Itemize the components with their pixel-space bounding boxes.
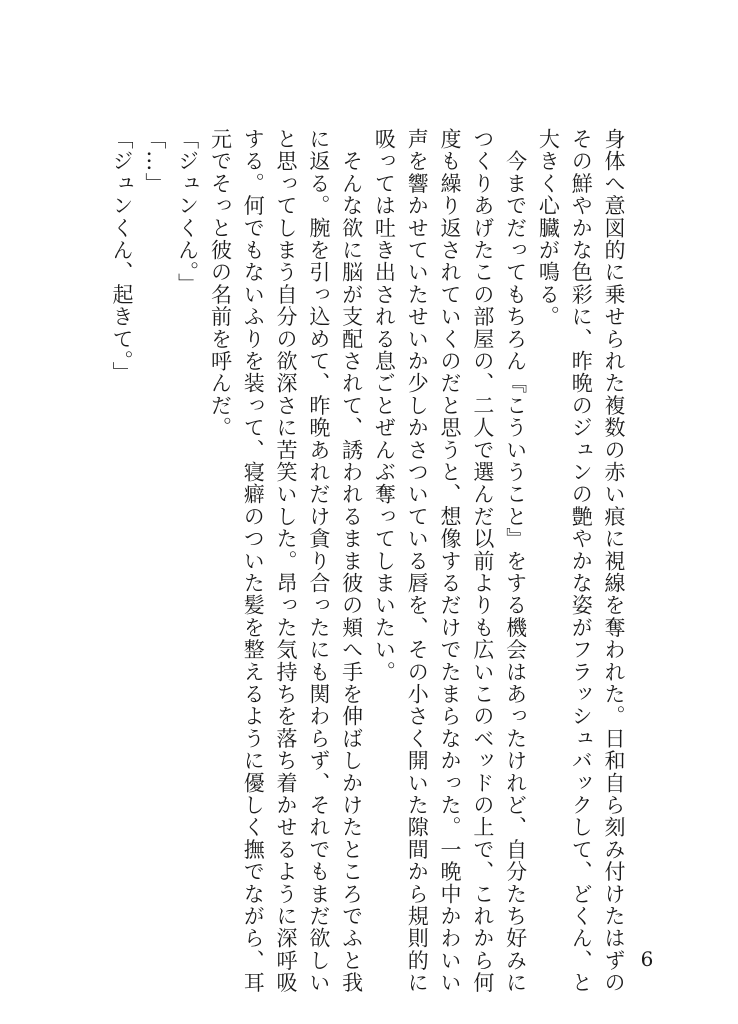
text-line: と思ってしまう自分の欲深さに苦笑いした。昂った気持ちを落ち着かせるように深呼吸 [274, 128, 299, 994]
text-line: つくりあげたこの部屋の、二人で選んだ以前よりも広いこのベッドの上で、これから何 [470, 128, 495, 994]
dialogue-line: 「…」 [142, 128, 167, 195]
text-line: に返る。腕を引っ込めて、昨晩あれだけ貪り合ったにも関わらず、それでもまだ欲しい [306, 128, 331, 994]
dialogue-line: 「ジュンくん、起きて。」 [110, 128, 135, 384]
text-line: 大きく心臓が鳴る。 [536, 128, 561, 328]
vertical-text-body [105, 128, 630, 994]
page-number: 6 [640, 947, 654, 971]
text-line: 度も繰り返されていくのだと思うと、想像するだけでたまらなかった。一晩中かわいい [438, 128, 463, 994]
text-line: 元でそっと彼の名前を呼んだ。 [208, 128, 233, 439]
text-line: 今までだってもちろん『こういうこと』をする機会はあったけれど、自分たち好みに [503, 128, 528, 994]
dialogue-line: 「ジュンくん。」 [175, 128, 200, 296]
text-line: 身体へ意図的に乗せられた複数の赤い痕に視線を奪われた。日和自ら刻み付けたはずの [602, 128, 626, 994]
text-line: そんな欲に脳が支配されて、誘われるまま彼の頬へ手を伸ばしかけたところでふと我 [339, 128, 364, 994]
text-line: 声を響かせていたせいか少しかさついている唇を、その小さく開いた隙間から規則的に [405, 128, 430, 994]
text-line: 吸っては吐き出される息ごとぜんぶ奪ってしまいたい。 [372, 128, 397, 683]
text-line: する。何でもないふりを装って、寝癖のついた髪を整えるように優しく撫でながら、耳 [241, 128, 266, 994]
text-line: その鮮やかな色彩に、昨晩のジュンの艶やかな姿がフラッシュバックして、どくん、と [569, 128, 594, 994]
